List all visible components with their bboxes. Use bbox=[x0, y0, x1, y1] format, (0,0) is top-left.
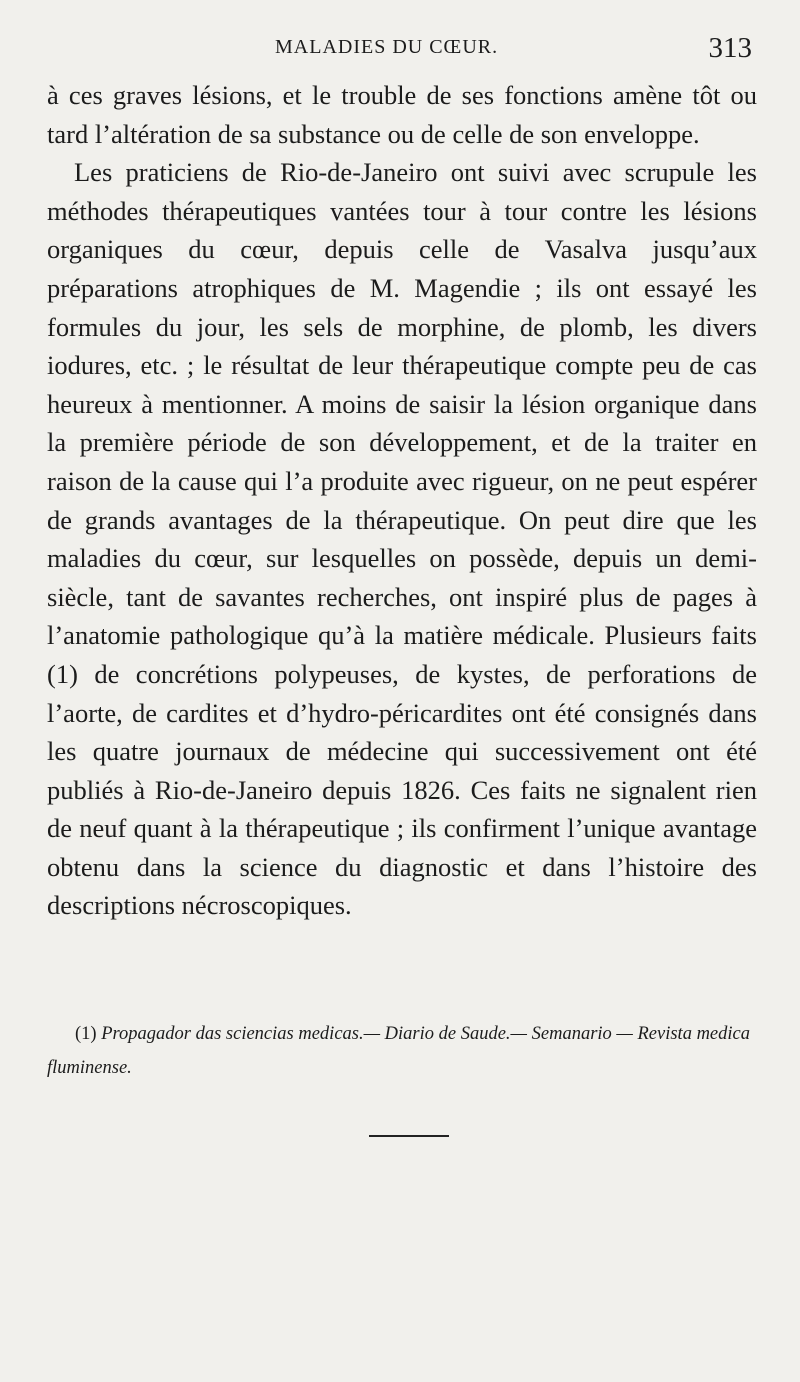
footnote-marker: (1) bbox=[75, 1024, 97, 1044]
paragraph-1: à ces graves lésions, et le trouble de ses fonctions amène tôt ou tard l’altération de sa substance ou de celle de son enveloppe. bbox=[47, 80, 757, 149]
body-text bbox=[47, 76, 757, 925]
footnote-text: Propagador das sciencias medicas.— Diario de Saude.— Semanario — Revista medica fluminense. bbox=[47, 1024, 750, 1078]
paragraph-2: Les praticiens de Rio-de-Janeiro ont suivi avec scrupule les méthodes thérapeutiques vantées tour à tour contre les lésions organiques du cœur, depuis celle de Vasalva jusqu’aux préparations atrophiques de M. Magendie ; ils ont essayé les formules du jour, les sels de morphine, de plomb, les divers iodures, etc. ; le résultat de leur thérapeutique compte peu de cas heureux à mentionner. A moins de saisir la lésion organique dans la première période de son développement, et de la traiter en raison de la cause qui l’a produite avec rigueur, on ne peut espérer de grands avantages de la thérapeutique. On peut dire que les maladies du cœur, sur lesquelles on possède, depuis un demi-siècle, tant de savantes recherches, ont inspiré plus de pages à l’anatomie pathologique qu’à la matière médicale. Plusieurs faits (1) de concrétions polypeuses, de kystes, de perforations de l’aorte, de cardites et d’hydro-péricardites ont été consignés dans les quatre journaux de médecine qui successivement ont été publiés à Rio-de-Janeiro depuis 1826. Ces faits ne signalent rien de neuf quant à la thérapeutique ; ils confirment l’unique avantage obtenu dans la science du diagnostic et dans l’histoire des descriptions nécroscopiques. bbox=[47, 157, 757, 921]
page-number: 313 bbox=[708, 32, 752, 64]
end-rule bbox=[369, 1135, 449, 1137]
footnote bbox=[47, 1017, 757, 1085]
page-header bbox=[0, 32, 800, 66]
running-head: MALADIES DU CŒUR. bbox=[275, 36, 499, 58]
